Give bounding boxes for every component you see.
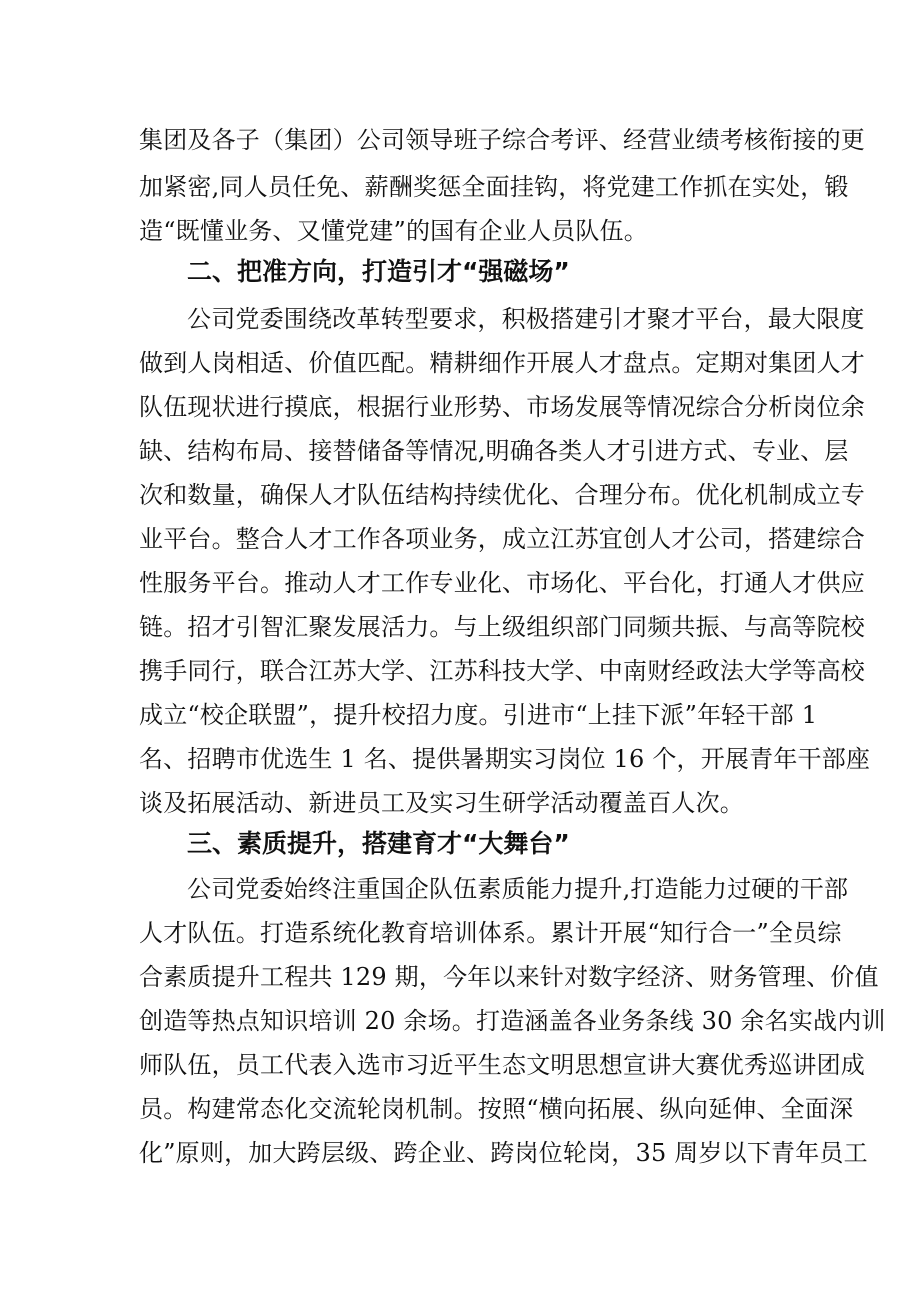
section-2-line-12: 谈及拓展活动、新进员工及实习生研学活动覆盖百人次。 <box>139 789 744 817</box>
section-2-line-6: 业平台。整合人才工作各项业务，成立江苏宜创人才公司，搭建综合 <box>139 525 865 553</box>
section-3-heading: 三、素质提升，搭建育才“大舞台” <box>187 829 570 858</box>
section-3-line-1: 公司党委始终注重国企队伍素质能力提升,打造能力过硬的干部 <box>187 875 849 903</box>
section-3-line-4: 创造等热点知识培训 20 余场。打造涵盖各业务条线 30 余名实战内训 <box>139 1007 886 1035</box>
section-2-line-9: 携手同行，联合江苏大学、江苏科技大学、中南财经政法大学等高校 <box>139 657 865 685</box>
section-2-line-2: 做到人岗相适、价值匹配。精耕细作开展人才盘点。定期对集团人才 <box>139 349 865 377</box>
section-2-line-4: 缺、结构布局、接替储备等情况,明确各类人才引进方式、专业、层 <box>139 437 849 465</box>
section-2-line-1: 公司党委围绕改革转型要求，积极搭建引才聚才平台，最大限度 <box>187 305 865 333</box>
section-2-line-11: 名、招聘市优选生 1 名、提供暑期实习岗位 16 个，开展青年干部座 <box>139 745 871 773</box>
section-3-line-5: 师队伍，员工代表入选市习近平生态文明思想宣讲大赛优秀巡讲团成 <box>139 1051 865 1079</box>
intro-line-1: 集团及各子（集团）公司领导班子综合考评、经营业绩考核衔接的更 <box>139 126 865 154</box>
section-3-line-7: 化”原则，加大跨层级、跨企业、跨岗位轮岗，35 周岁以下青年员工 <box>139 1139 868 1167</box>
section-3-line-3: 合素质提升工程共 129 期，今年以来针对数字经济、财务管理、价值 <box>139 963 879 991</box>
section-2-heading: 二、把准方向，打造引才“强磁场” <box>187 257 570 286</box>
intro-line-2: 加紧密,同人员任免、薪酬奖惩全面挂钩，将党建工作抓在实处，锻 <box>139 173 849 201</box>
section-3-line-2: 人才队伍。打造系统化教育培训体系。累计开展“知行合一”全员综 <box>139 919 842 947</box>
section-2-line-8: 链。招才引智汇聚发展活力。与上级组织部门同频共振、与高等院校 <box>139 613 865 641</box>
section-3-line-6: 员。构建常态化交流轮岗机制。按照“横向拓展、纵向延伸、全面深 <box>139 1095 854 1123</box>
section-2-line-5: 次和数量，确保人才队伍结构持续优化、合理分布。优化机制成立专 <box>139 481 865 509</box>
intro-line-3: 造“既懂业务、又懂党建”的国有企业人员队伍。 <box>139 217 648 245</box>
section-2-line-10: 成立“校企联盟”，提升校招力度。引进市“上挂下派”年轻干部 1 <box>139 701 818 729</box>
section-2-line-7: 性服务平台。推动人才工作专业化、市场化、平台化，打通人才供应 <box>139 569 865 597</box>
section-2-line-3: 队伍现状进行摸底，根据行业形势、市场发展等情况综合分析岗位余 <box>139 393 865 421</box>
